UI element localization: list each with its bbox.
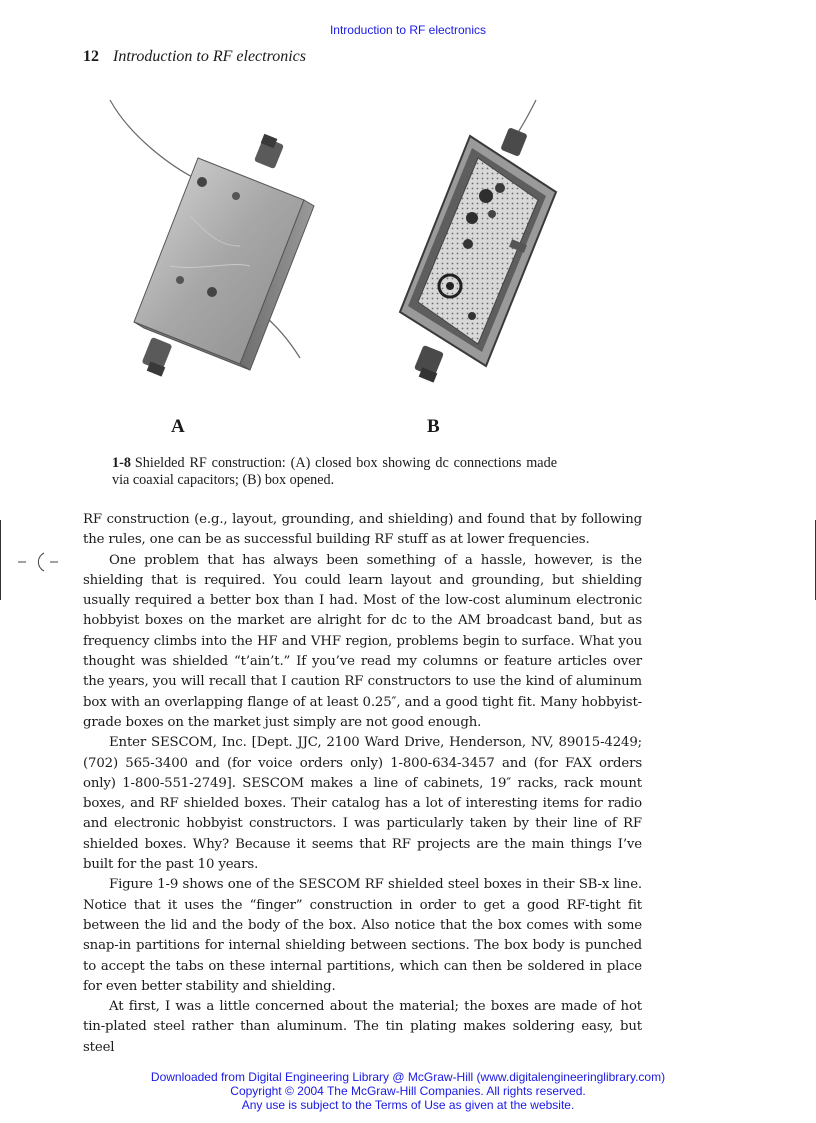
body-text bbox=[83, 510, 642, 1058]
footer-copyright: Copyright © 2004 The McGraw-Hill Companies. All rights reserved. bbox=[230, 1084, 586, 1098]
running-title: Introduction to RF electronics bbox=[113, 48, 306, 65]
figure-1-8 bbox=[90, 96, 580, 406]
crop-mark-icon bbox=[16, 549, 60, 575]
paragraph-5: At first, I was a little concerned about the material; the boxes are made of hot tin-plated steel rather than aluminum. The tin plating makes soldering easy, but steel bbox=[83, 999, 642, 1055]
footer-terms[interactable]: Any use is subject to the Terms of Use as given at the website. bbox=[241, 1098, 575, 1112]
figure-label-b: B bbox=[427, 416, 440, 437]
left-margin-rule bbox=[0, 520, 1, 600]
closed-box-photo bbox=[90, 96, 330, 396]
paragraph-1: RF construction (e.g., layout, grounding, and shielding) and found that by following the rules, one can be as successful building RF stuff as at lower frequencies. bbox=[83, 512, 642, 548]
figure-caption bbox=[112, 455, 557, 489]
figure-label-a: A bbox=[171, 416, 185, 437]
footer bbox=[0, 1070, 816, 1112]
paragraph-4: Figure 1-9 shows one of the SESCOM RF shielded steel boxes in their SB-x line. Notice that it uses the “finger” construction in order to get a good RF-tight fit between the lid and the body of the box. Also notice that the box comes with some snap-in partitions for internal shielding between sections. The box body is punched to accept the tabs on these internal partitions, which can then be soldered in place for even better stability and shielding. bbox=[83, 877, 642, 994]
running-header bbox=[83, 48, 306, 66]
footer-download-link[interactable]: Downloaded from Digital Engineering Library @ McGraw-Hill (www.digitalengineeringlibrary.com) bbox=[150, 1070, 666, 1084]
caption-number: 1-8 bbox=[112, 455, 131, 471]
paragraph-3: Enter SESCOM, Inc. [Dept. JJC, 2100 Ward Drive, Henderson, NV, 89015-4249; (702) 565-3400 and (for voice orders only) 1-800-634-3457 and (for FAX orders only) 1-800-551-2749]. SESCOM makes a line of cabinets, 19″ racks, rack mount boxes, and RF shielded boxes. Their catalog has a lot of interesting items for radio and electronic hobbyist constructors. I was particularly taken by their line of RF shielded boxes. Why? Because it seems that RF projects are the main things I’ve built for the past 10 years. bbox=[83, 735, 642, 873]
caption-text: Shielded RF construction: (A) closed box showing dc connections made via coaxial capacitors; (B) box opened. bbox=[112, 455, 557, 488]
top-chapter-link[interactable]: Introduction to RF electronics bbox=[329, 23, 487, 37]
page-number: 12 bbox=[83, 48, 99, 65]
paragraph-2: One problem that has always been something of a hassle, however, is the shielding that is required. You could learn layout and grounding, but shielding usually required a better box than I had. Most of the low-cost aluminum electronic hobbyist boxes on the market are alright for dc to the AM broadcast band, but as frequency climbs into the HF and VHF region, problems begin to surface. What you thought was shielded “t’ain’t.” If you’ve read my columns or feature articles over the years, you will recall that I caution RF constructors to use the kind of aluminum box with an overlapping flange of at least 0.25″, and a good tight fit. Many hobbyist-grade boxes on the market just simply are not good enough. bbox=[83, 552, 642, 730]
opened-box-photo bbox=[360, 96, 570, 396]
